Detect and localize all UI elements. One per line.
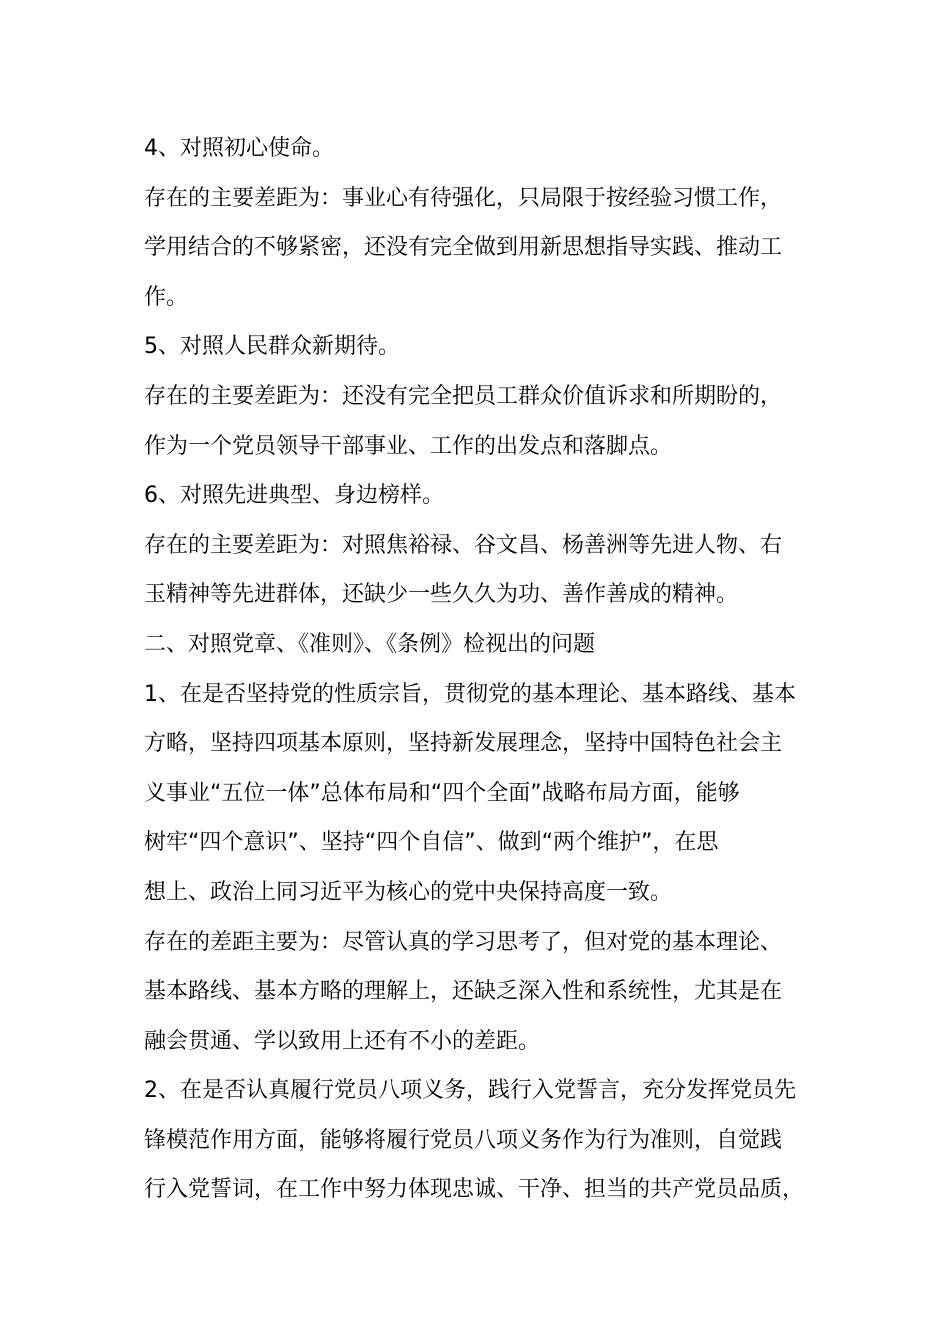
body-line: 方略，坚持四项基本原则，坚持新发展理念，坚持中国特色社会主 (144, 731, 783, 757)
body-line: 树牢“四个意识”、坚持“四个自信”、做到“两个维护”，在思 (144, 830, 719, 856)
heading-line: 4、对照初心使命。 (144, 136, 334, 161)
body-line: 存在的主要差距为：对照焦裕禄、谷文昌、杨善洲等先进人物、右 (144, 532, 783, 558)
heading-line: 5、对照人民群众新期待。 (144, 334, 400, 360)
body-line: 作为一个党员领导干部事业、工作的出发点和落脚点。 (144, 433, 673, 459)
heading-line: 6、对照先进典型、身边榜样。 (144, 483, 444, 509)
body-line: 1、在是否坚持党的性质宗旨，贯彻党的基本理论、基本路线、基本 (144, 681, 796, 707)
body-line: 存在的差距主要为：尽管认真的学习思考了，但对党的基本理论、 (144, 929, 783, 955)
body-line: 2、在是否认真履行党员八项义务，践行入党誓言，充分发挥党员先 (144, 1078, 796, 1104)
body-line: 存在的主要差距为：事业心有待强化，只局限于按经验习惯工作， (144, 185, 783, 211)
body-line: 行入党誓词，在工作中努力体现忠诚、干净、担当的共产党员品质， (144, 1177, 805, 1203)
section-heading-line: 二、对照党章、《准则》、《条例》检视出的问题 (144, 631, 596, 657)
body-line: 想上、政治上同习近平为核心的党中央保持高度一致。 (144, 879, 673, 905)
body-line: 学用结合的不够紧密，还没有完全做到用新思想指导实践、推动工 (144, 235, 783, 261)
document-body (144, 124, 824, 1215)
body-line: 存在的主要差距为：还没有完全把员工群众价值诉求和所期盼的， (144, 383, 783, 409)
body-line: 融会贯通、学以致用上还有不小的差距。 (144, 1028, 541, 1054)
body-line: 玉精神等先进群体，还缺少一些久久为功、善作善成的精神。 (144, 582, 739, 608)
body-line: 义事业“五位一体”总体布局和“四个全面”战略布局方面，能够 (144, 780, 740, 806)
body-line: 基本路线、基本方略的理解上，还缺乏深入性和系统性，尤其是在 (144, 979, 783, 1005)
body-line: 锋模范作用方面，能够将履行党员八项义务作为行为准则，自觉践 (144, 1127, 783, 1153)
body-line: 作。 (144, 284, 189, 310)
